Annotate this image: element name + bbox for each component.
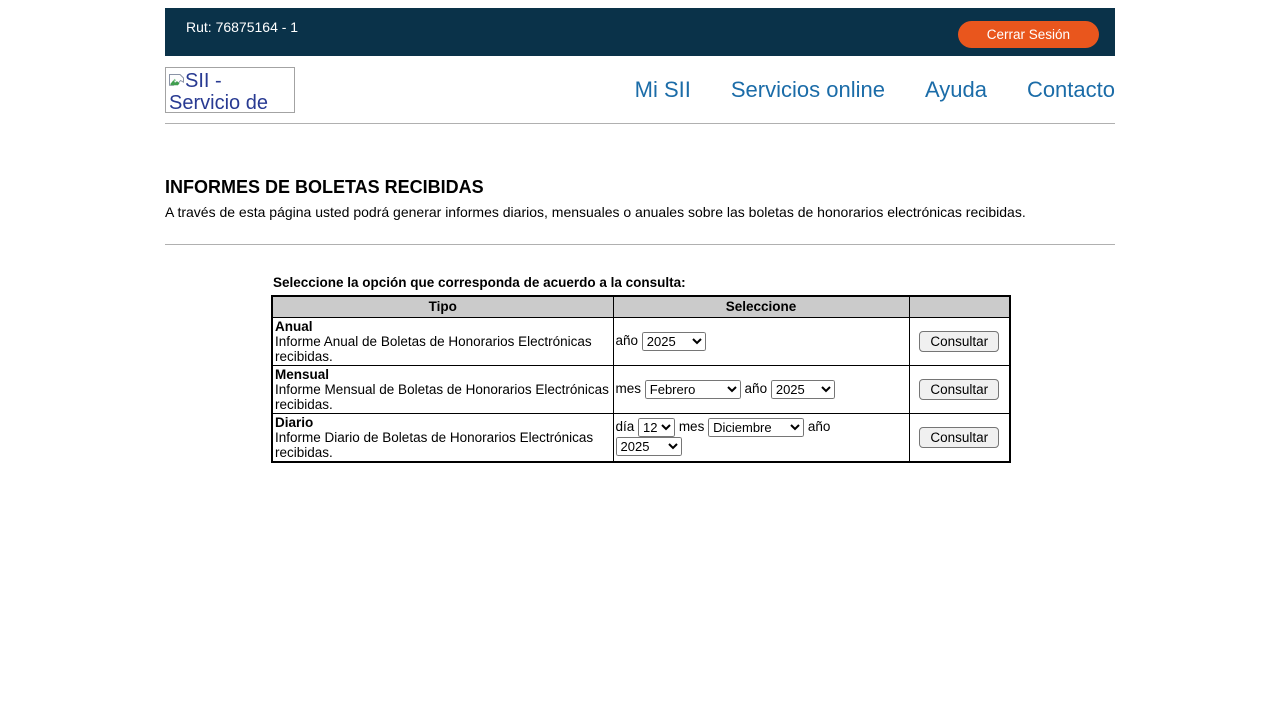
table-row-mensual [272,365,1010,413]
row-description-anual: Informe Anual de Boletas de Honorarios Electrónicas recibidas. [275,333,592,364]
mensual-year-select[interactable] [771,380,835,399]
mensual-month-label: mes [615,380,642,396]
anual-year-select[interactable] [642,332,706,351]
page-container [165,8,1115,463]
site-header [165,56,1115,124]
row-type-anual: Anual [275,318,313,334]
table-row-anual [272,317,1010,365]
page-title: INFORMES DE BOLETAS RECIBIDAS [165,177,484,197]
sii-logo-link[interactable] [165,67,295,113]
table-header-row [272,296,1010,317]
diario-month-label: mes [678,419,705,435]
content-divider [165,244,1115,245]
diario-year-select[interactable] [616,437,682,456]
row-type-mensual: Mensual [275,366,330,382]
row-description-diario: Informe Diario de Boletas de Honorarios Electrónicas recibidas. [275,429,594,460]
page-description: A través de esta página usted podrá generar informes diarios, mensuales o anuales sobre las boletas de honorarios electrónicas recibidas. [165,204,1026,220]
table-row-diario [272,413,1010,462]
row-type-diario: Diario [275,414,314,430]
row-description-mensual: Informe Mensual de Boletas de Honorarios Electrónicas recibidas. [275,381,609,412]
nav-servicios-online[interactable]: Servicios online [730,76,885,102]
nav-contacto[interactable]: Contacto [1026,76,1115,102]
nav-ayuda[interactable]: Ayuda [924,76,987,102]
col-header-tipo: Tipo [272,296,613,317]
table-heading: Seleccione la opción que corresponda de acuerdo a la consulta: [273,275,686,290]
diario-consultar-button[interactable]: Consultar [919,427,999,448]
diario-day-label: día [615,419,635,435]
diario-year-label: año [807,419,831,435]
broken-image-icon [169,70,184,92]
reports-section [271,275,1009,463]
reports-table [271,295,1011,463]
logout-button[interactable]: Cerrar Sesión [958,21,1099,48]
nav-mi-sii[interactable]: Mi SII [634,76,691,102]
anual-consultar-button[interactable]: Consultar [919,331,999,352]
main-content [165,177,1115,463]
anual-year-label: año [615,332,639,348]
mensual-month-select[interactable] [645,380,741,399]
rut-label: Rut: 76875164 - 1 [186,19,299,35]
top-bar [165,8,1115,56]
diario-day-select[interactable] [638,418,675,437]
main-nav [635,77,1115,103]
mensual-year-label: año [744,380,768,396]
logo-alt-text: SII - Servicio de [169,69,268,113]
diario-month-select[interactable] [708,418,804,437]
col-header-action [909,296,1010,317]
mensual-consultar-button[interactable]: Consultar [919,379,999,400]
col-header-seleccione: Seleccione [613,296,909,317]
